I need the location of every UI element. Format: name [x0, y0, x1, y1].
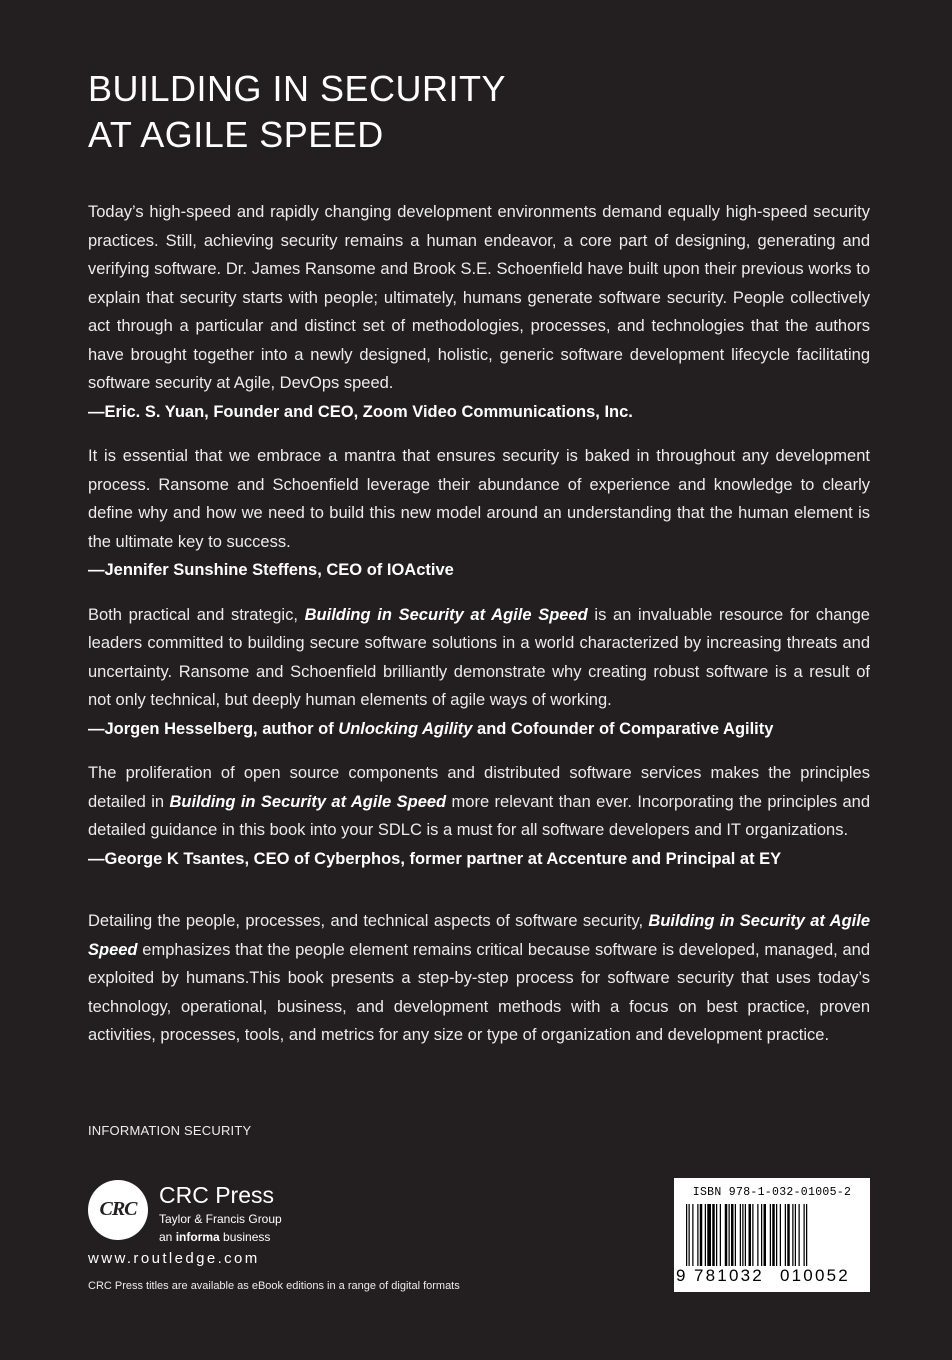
crc-logo-icon [88, 1180, 148, 1240]
barcode-bars-icon [686, 1204, 862, 1266]
book-description [88, 907, 870, 1050]
endorsement-4-text-after: more relevant than ever. Incorporating the principles and detailed guidance in this book into your SDLC is a must for all software developers and IT organizations. [88, 792, 870, 839]
endorsement-3-book-title: Building in Security at Agile Speed [304, 605, 588, 624]
crc-logo-text: CRC [99, 1198, 137, 1220]
endorsement-2-attribution: —Jennifer Sunshine Steffens, CEO of IOActive [88, 561, 454, 579]
endorsement-4-text [88, 759, 870, 845]
endorsement-4-book-title: Building in Security at Agile Speed [169, 792, 447, 811]
isbn-label: ISBN 978-1-032-01005-2 [692, 1186, 852, 1199]
book-description-before: Detailing the people, processes, and technical aspects of software security, [88, 912, 649, 930]
endorsement-1-text: Today’s high-speed and rapidly changing development environments demand equally high-speed security practices. Still, achieving security remains a human endeavor, a core part of designing, generating and verifying software. Dr. James Ransome and Brook S.E. Schoenfield have built upon their previous works to explain that security starts with people; ultimately, humans generate software security. People collectively act through a particular and distinct set of methodologies, processes, and technologies that the authors have brought together into a newly designed, holistic, generic software development lifecycle facilitating software security at Agile, DevOps speed. [88, 203, 870, 392]
book-title-line-1: BUILDING IN SECURITY [88, 68, 507, 109]
book-description-after: emphasizes that the people element remains critical because software is developed, managed, and exploited by humans.This book presents a step-by-step process for software security that uses today’s technology, operational, business, and development methods with a focus on best practice, proven activities, processes, tools, and metrics for any size or type of organization and development practice. [88, 940, 870, 1044]
publisher-website: www.routledge.com [88, 1250, 260, 1267]
barcode-digit-group-1: 781032 [694, 1266, 764, 1285]
endorsement-4-attribution: —George K Tsantes, CEO of Cyberphos, former partner at Accenture and Principal at EY [88, 849, 782, 868]
barcode-digit-lead: 9 [676, 1266, 686, 1285]
publisher-business-prefix: an [159, 1230, 176, 1244]
publisher-business [159, 1230, 270, 1244]
endorsement-3-attribution-after: and Cofounder of Comparative Agility [472, 719, 774, 738]
publisher-business-brand: informa [175, 1230, 220, 1244]
endorsement-3-text [88, 601, 870, 715]
endorsements [88, 198, 870, 1050]
endorsement-3-attribution-before: —Jorgen Hesselberg, author of [88, 719, 339, 738]
endorsement-3-text-before: Both practical and strategic, [88, 605, 305, 624]
endorsement-1-attribution: —Eric. S. Yuan, Founder and CEO, Zoom Video Communications, Inc. [88, 402, 633, 421]
book-title [88, 66, 506, 158]
publisher-group: Taylor & Francis Group [159, 1212, 282, 1226]
ebook-note: CRC Press titles are available as eBook editions in a range of digital formats [88, 1280, 460, 1292]
endorsement-3-attribution-book: Unlocking Agility [338, 719, 473, 738]
barcode-digit-group-2: 010052 [780, 1266, 850, 1285]
endorsement-3-text-after: is an invaluable resource for change leaders committed to building secure software solutions in a world characterized by increasing threats and uncertainty. Ransome and Schoenfield brilliantly demonstrate why creating robust software is a result of not only technical, but deeply human elements of agile ways of working. [88, 605, 870, 709]
subject-category: INFORMATION SECURITY [88, 1123, 252, 1138]
book-title-line-2: AT AGILE SPEED [88, 114, 384, 155]
book-description-title: Building in Security at Agile Speed [88, 912, 870, 959]
endorsement-2-text: It is essential that we embrace a mantra that ensures security is baked in throughout any development process. Ransome and Schoenfield leverage their abundance of experience and knowledge to clearly define why and how we need to build this new model around an understanding that the human element is the ultimate key to success. [88, 447, 870, 551]
endorsement-3-attribution [88, 715, 870, 744]
publisher-name: CRC Press [159, 1182, 275, 1208]
publisher-business-suffix: business [219, 1230, 271, 1244]
isbn-barcode [674, 1178, 870, 1292]
endorsement-4-text-before: The proliferation of open source components and distributed software services makes the principles detailed in [88, 764, 870, 811]
